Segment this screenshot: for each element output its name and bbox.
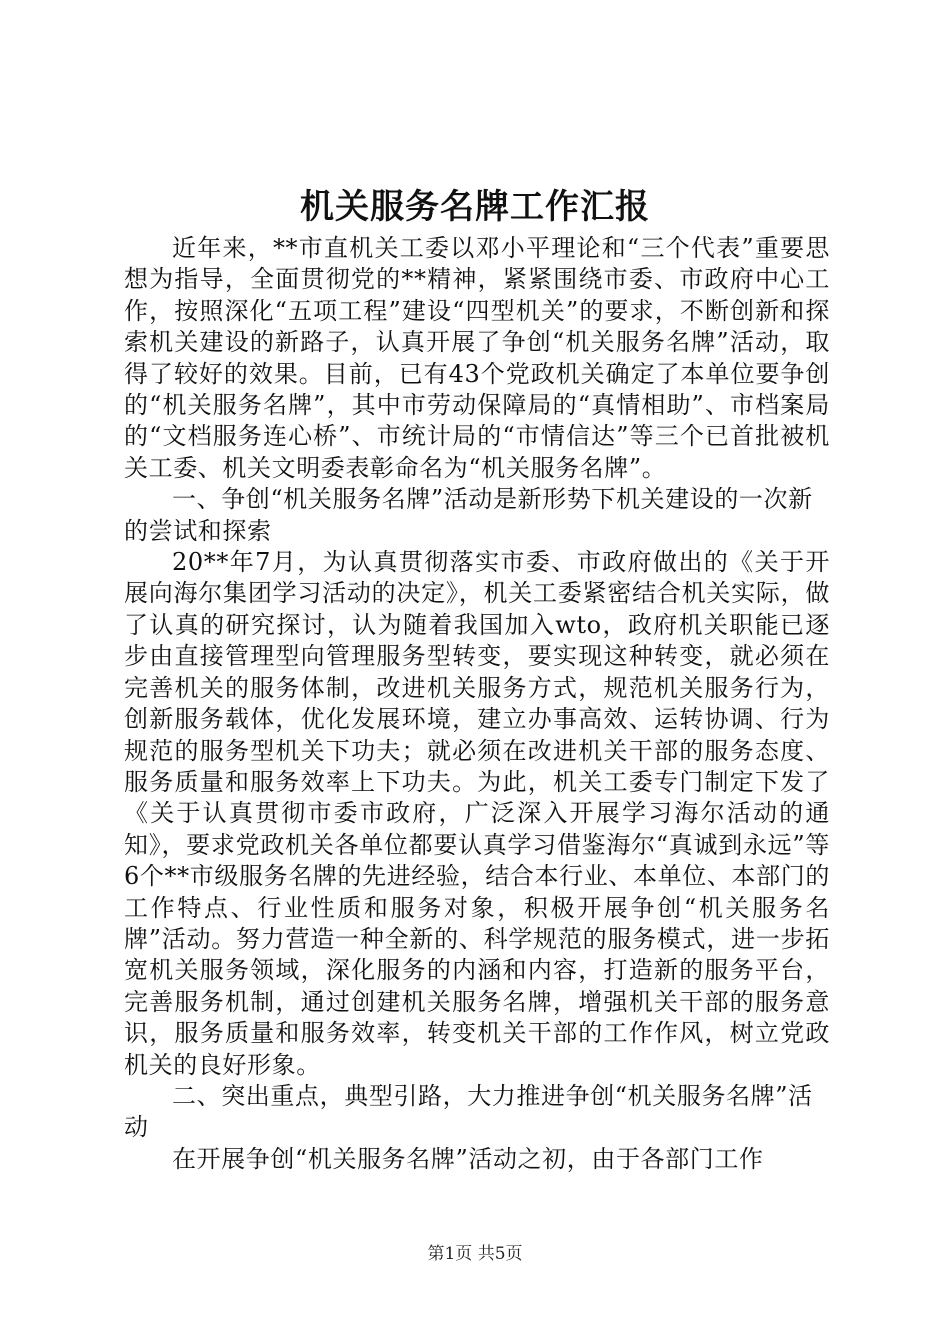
section-heading-1: 一、争创“机关服务名牌”活动是新形势下机关建设的一次新的尝试和探索 xyxy=(124,485,813,545)
section-2-paragraph: 在开展争创“机关服务名牌”活动之初，由于各部门工作 xyxy=(172,1144,764,1173)
document-title: 机关服务名牌工作汇报 xyxy=(300,187,650,227)
section-1-paragraph: 20**年7月，为认真贯彻落实市委、市政府做出的《关于开展向海尔集团学习活动的决定》，机关工委紧密结合机关实际，做了认真的研究探讨，认为随着我国加入wto，政府机关职能已逐步由直接管理型向管理服务型转变，要实现这种转变，就必须在完善机关的服务体制，改进机关服务方式，规范机关服务行为，创新服务载体，优化发展环境，建立办事高效、运转协调、行为规范的服务型机关下功夫；就必须在改进机关干部的服务态度、服务质量和服务效率上下功夫。为此，机关工委专门制定下发了《关于认真贯彻市委市政府，广泛深入开展学习海尔活动的通知》，要求党政机关各单位都要认真学习借鉴海尔“真诚到永远”等6个**市级服务名牌的先进经验，结合本行业、本单位、本部门的工作特点、行业性质和服务对象，积极开展争创“机关服务名牌”活动。努力营造一种全新的、科学规范的服务模式，进一步拓宽机关服务领域，深化服务的内涵和内容，打造新的服务平台，完善服务机制，通过创建机关服务名牌，增强机关干部的服务意识，服务质量和服务效率，转变机关干部的工作作风，树立党政机关的良好形象。 xyxy=(124,548,830,1079)
document-body xyxy=(124,233,830,1175)
intro-paragraph: 近年来，**市直机关工委以邓小平理论和“三个代表”重要思想为指导，全面贯彻党的**精神，紧紧围绕市委、市政府中心工作，按照深化“五项工程”建设“四型机关”的要求，不断创新和探索机关建设的新路子，认真开展了争创“机关服务名牌”活动，取得了较好的效果。目前，已有43个党政机关确定了本单位要争创的“机关服务名牌”，其中市劳动保障局的“真情相助”、市档案局的“文档服务连心桥”、市统计局的“市情信达”等三个已首批被机关工委、机关文明委表彰命名为“机关服务名牌”。 xyxy=(124,234,830,482)
section-heading-2: 二、突出重点，典型引路，大力推进争创“机关服务名牌”活动 xyxy=(124,1081,813,1142)
page-footer: 第1页 共5页 xyxy=(427,1244,523,1264)
